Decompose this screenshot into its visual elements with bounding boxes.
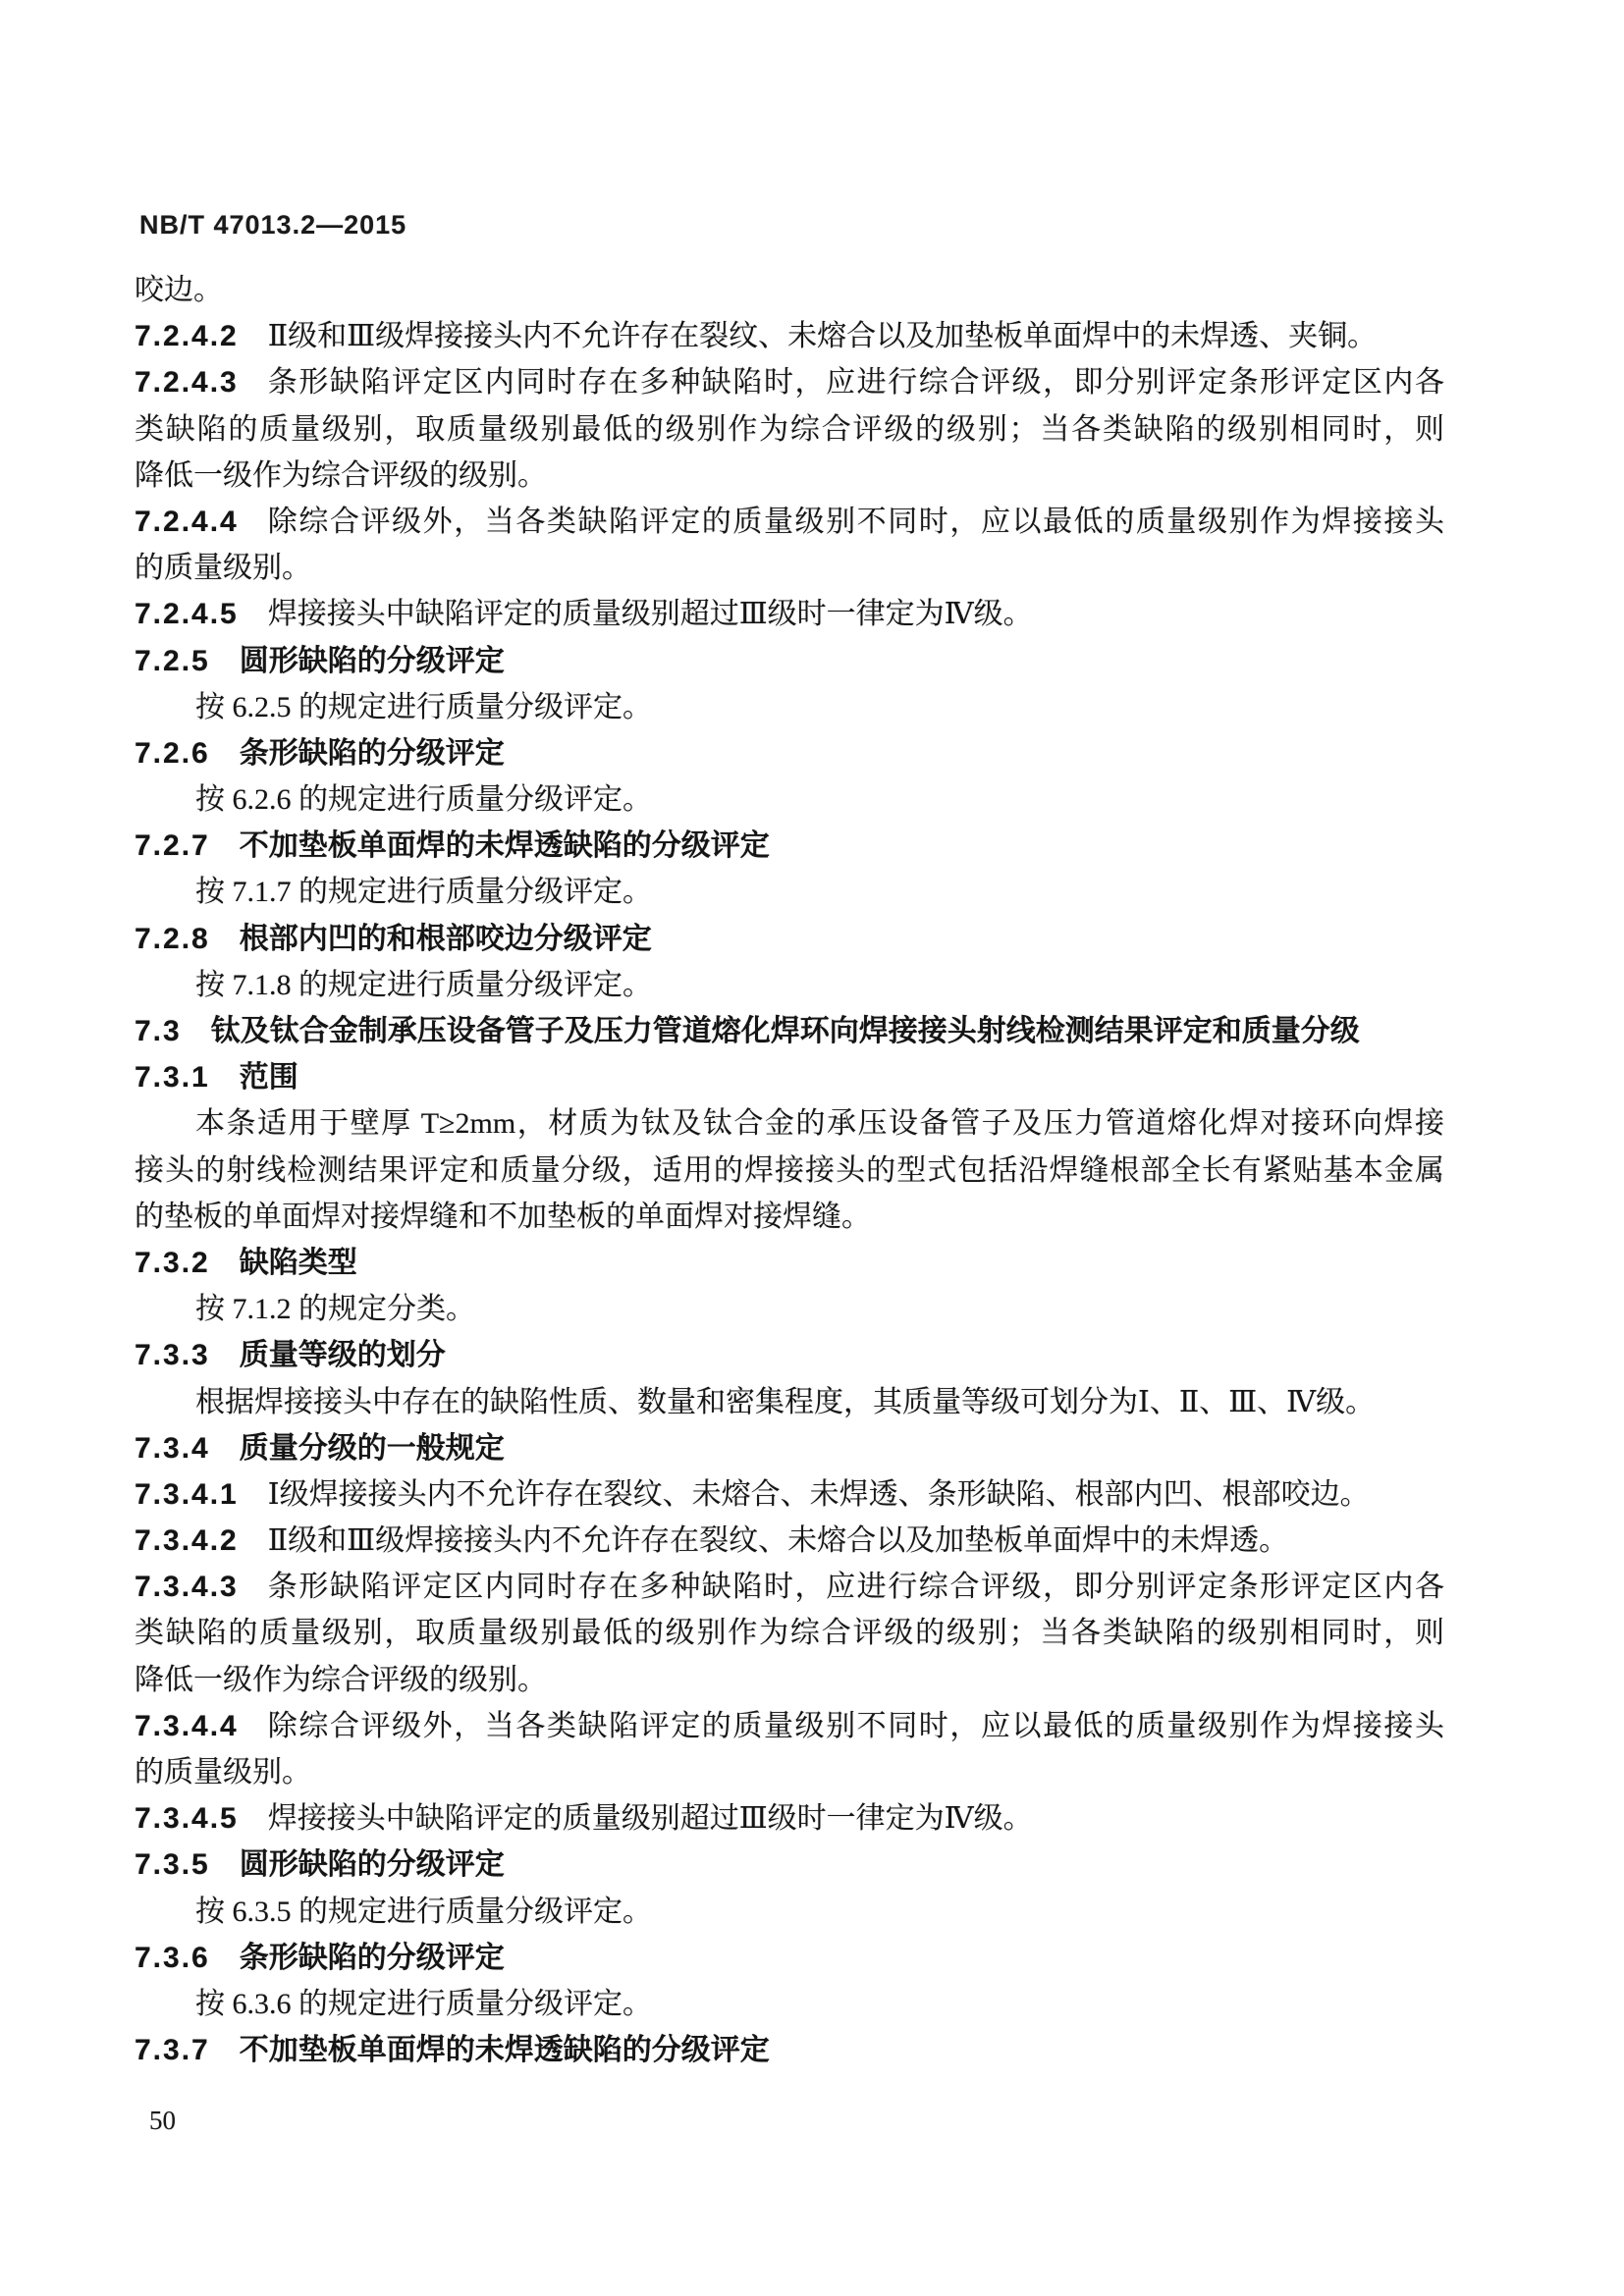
heading-line	[135, 1054, 1444, 1100]
line-text: 咬边。	[135, 274, 223, 306]
line-text: 类缺陷的质量级别，取质量级别最低的级别作为综合评级的级别；当各类缺陷的级别相同时，则	[135, 1617, 1444, 1650]
line-text: 降低一级作为综合评级的级别。	[135, 458, 547, 492]
heading-line	[135, 1935, 1444, 1981]
text-line	[135, 869, 1444, 915]
line-text: 按 6.2.6 的规定进行质量分级评定。	[195, 783, 652, 817]
line-text: 圆形缺陷的分级评定	[239, 644, 505, 677]
line-text: 按 6.2.5 的规定进行质量分级评定。	[195, 690, 652, 723]
line-text: 质量等级的划分	[239, 1339, 446, 1372]
line-text: 条形缺陷的分级评定	[239, 736, 505, 770]
line-text: 本条适用于壁厚 T≥2mm，材质为钛及钛合金的承压设备管子及压力管道熔化焊对接环向焊接	[195, 1107, 1444, 1141]
text-line	[135, 499, 1444, 545]
line-text: 钛及钛合金制承压设备管子及压力管道熔化焊环向焊接接头射线检测结果评定和质量分级	[210, 1015, 1360, 1047]
text-line	[135, 776, 1444, 823]
line-text: Ⅱ级和Ⅲ级焊接接头内不允许存在裂纹、未熔合以及加垫板单面焊中的未焊透。	[267, 1524, 1289, 1558]
text-line	[135, 1564, 1444, 1610]
text-line	[135, 1471, 1444, 1518]
clause-number: 7.2.6	[135, 736, 210, 770]
line-text: 除综合评级外，当各类缺陷评定的质量级别不同时，应以最低的质量级别作为焊接接头	[267, 1709, 1444, 1742]
line-text: 类缺陷的质量级别，取质量级别最低的级别作为综合评级的级别；当各类缺陷的级别相同时，则	[135, 412, 1444, 446]
text-line	[135, 1148, 1444, 1194]
line-text: 范围	[239, 1061, 298, 1095]
document-code: NB/T 47013.2—2015	[139, 210, 407, 240]
line-text: 的质量级别。	[135, 552, 311, 585]
text-line	[135, 1379, 1444, 1425]
line-text: Ⅰ级焊接接头内不允许存在裂纹、未熔合、未焊透、条形缺陷、根部内凹、根部咬边。	[267, 1477, 1370, 1511]
text-line	[135, 1518, 1444, 1564]
line-text: 缺陷类型	[239, 1246, 357, 1279]
page-number: 50	[149, 2106, 176, 2135]
line-text: 按 7.1.2 的规定分类。	[195, 1293, 475, 1326]
heading-line	[135, 730, 1444, 776]
clause-number: 7.3	[135, 1015, 182, 1047]
clause-number: 7.2.8	[135, 922, 210, 955]
text-line	[135, 359, 1444, 405]
text-line	[135, 406, 1444, 453]
line-text: 不加垫板单面焊的未焊透缺陷的分级评定	[239, 829, 770, 863]
line-text: 条形缺陷评定区内同时存在多种缺陷时，应进行综合评级，即分别评定条形评定区内各	[267, 1571, 1444, 1604]
line-text: 条形缺陷评定区内同时存在多种缺陷时，应进行综合评级，即分别评定条形评定区内各	[267, 366, 1444, 400]
clause-number: 7.3.4.1	[135, 1477, 239, 1511]
line-text: 的质量级别。	[135, 1756, 311, 1789]
line-text: 按 7.1.8 的规定进行质量分级评定。	[195, 968, 652, 1001]
heading-line	[135, 823, 1444, 869]
line-text: 不加垫板单面焊的未焊透缺陷的分级评定	[239, 2034, 770, 2067]
clause-number: 7.2.4.5	[135, 598, 239, 631]
line-text: 按 6.3.6 的规定进行质量分级评定。	[195, 1987, 652, 2020]
text-line	[135, 1749, 1444, 1795]
line-text: 的垫板的单面焊对接焊缝和不加垫板的单面焊对接焊缝。	[135, 1200, 871, 1233]
text-line	[135, 1889, 1444, 1935]
line-text: Ⅱ级和Ⅲ级焊接接头内不允许存在裂纹、未熔合以及加垫板单面焊中的未焊透、夹铜。	[267, 320, 1378, 353]
heading-line	[135, 916, 1444, 962]
clause-number: 7.2.5	[135, 644, 210, 677]
clause-number: 7.3.4.4	[135, 1709, 239, 1742]
text-line	[135, 1286, 1444, 1332]
heading-line	[135, 1332, 1444, 1378]
heading-line	[135, 1008, 1444, 1054]
heading-line	[135, 1425, 1444, 1471]
clause-number: 7.3.4.2	[135, 1524, 239, 1558]
clause-number: 7.3.7	[135, 2034, 210, 2067]
line-text: 条形缺陷的分级评定	[239, 1941, 505, 1974]
clause-number: 7.3.3	[135, 1339, 210, 1372]
text-line	[135, 1657, 1444, 1703]
clause-number: 7.2.4.4	[135, 505, 239, 538]
text-line	[135, 962, 1444, 1008]
text-line	[135, 453, 1444, 499]
line-text: 降低一级作为综合评级的级别。	[135, 1663, 547, 1696]
text-line	[135, 591, 1444, 637]
clause-number: 7.3.1	[135, 1061, 210, 1095]
text-line	[135, 313, 1444, 359]
text-line	[135, 1703, 1444, 1749]
line-text: 根据焊接接头中存在的缺陷性质、数量和密集程度，其质量等级可划分为Ⅰ、Ⅱ、Ⅲ、Ⅳ级。	[195, 1385, 1376, 1418]
document-body	[135, 267, 1444, 2073]
clause-number: 7.3.6	[135, 1941, 210, 1974]
text-line	[135, 545, 1444, 591]
heading-line	[135, 2027, 1444, 2073]
text-line	[135, 267, 1444, 313]
heading-line	[135, 1842, 1444, 1888]
clause-number: 7.2.4.2	[135, 320, 239, 353]
text-line	[135, 1610, 1444, 1656]
clause-number: 7.3.4.5	[135, 1802, 239, 1836]
line-text: 接头的射线检测结果评定和质量分级，适用的焊接接头的型式包括沿焊缝根部全长有紧贴基本金属	[135, 1153, 1444, 1187]
text-line	[135, 1795, 1444, 1842]
line-text: 焊接接头中缺陷评定的质量级别超过Ⅲ级时一律定为Ⅳ级。	[267, 598, 1033, 631]
clause-number: 7.3.2	[135, 1246, 210, 1279]
text-line	[135, 1981, 1444, 2027]
text-line	[135, 684, 1444, 730]
line-text: 质量分级的一般规定	[239, 1431, 505, 1465]
heading-line	[135, 1240, 1444, 1286]
line-text: 按 6.3.5 的规定进行质量分级评定。	[195, 1895, 652, 1928]
line-text: 圆形缺陷的分级评定	[239, 1848, 505, 1882]
clause-number: 7.3.5	[135, 1848, 210, 1882]
clause-number: 7.3.4	[135, 1431, 210, 1465]
clause-number: 7.2.4.3	[135, 366, 239, 400]
heading-line	[135, 638, 1444, 684]
line-text: 按 7.1.7 的规定进行质量分级评定。	[195, 876, 652, 909]
text-line	[135, 1194, 1444, 1240]
text-line	[135, 1100, 1444, 1147]
line-text: 焊接接头中缺陷评定的质量级别超过Ⅲ级时一律定为Ⅳ级。	[267, 1802, 1033, 1836]
line-text: 根部内凹的和根部咬边分级评定	[239, 922, 652, 955]
clause-number: 7.2.7	[135, 829, 210, 863]
clause-number: 7.3.4.3	[135, 1571, 239, 1604]
line-text: 除综合评级外，当各类缺陷评定的质量级别不同时，应以最低的质量级别作为焊接接头	[267, 505, 1444, 538]
